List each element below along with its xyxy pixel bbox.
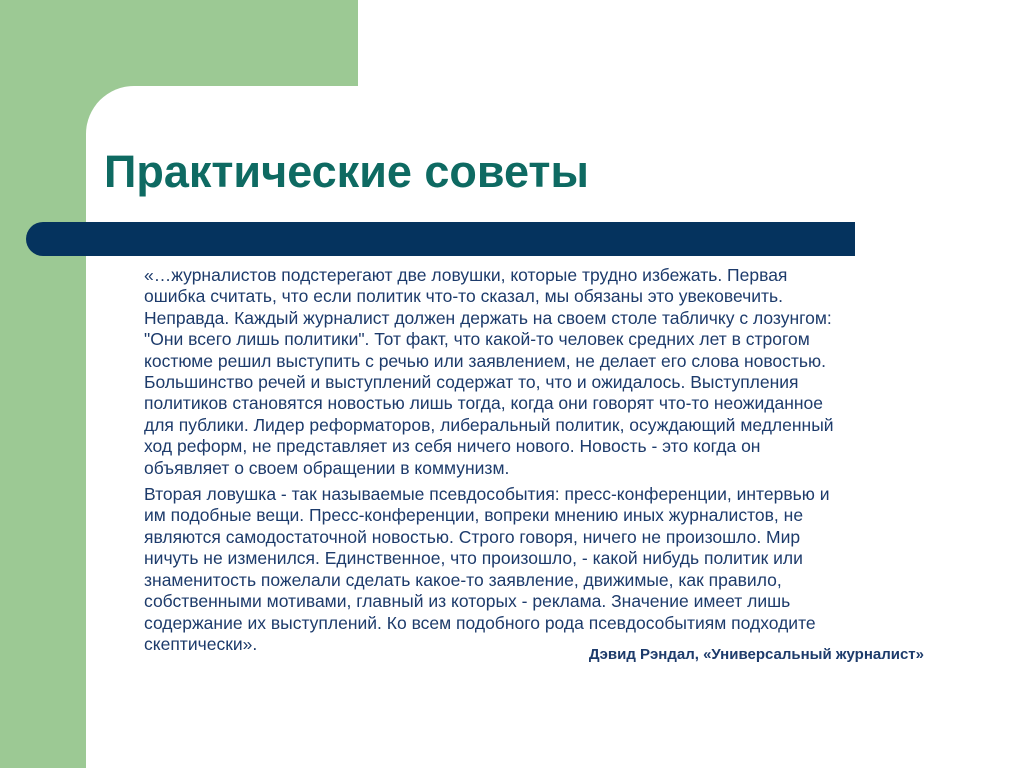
quote-line: являются самодостаточной новостью. Строго говоря, ничего не произошло. Мир — [144, 526, 801, 547]
quote-line: Большинство речей и выступлений содержат то, что и ожидалось. Выступления — [144, 372, 799, 393]
quote-line: скептически». — [144, 633, 258, 654]
quote-paragraph-1 — [144, 265, 944, 479]
quote-line: для публики. Лидер реформаторов, либеральный политик, осуждающий медленный — [144, 414, 834, 435]
quote-body — [144, 265, 944, 655]
quote-attribution: Дэвид Рэндал, «Универсальный журналист» — [588, 646, 924, 663]
quote-line: «…журналистов подстерегают две ловушки, которые трудно избежать. Первая — [144, 265, 788, 285]
quote-paragraph-2 — [144, 484, 944, 655]
quote-line: объявляет о своем обращении в коммунизм. — [144, 457, 510, 478]
quote-line: костюме решил выступить с речью или заявлением, не делает его слова новостью. — [144, 350, 827, 371]
quote-line: собственными мотивами, главный из которых - реклама. Значение имеет лишь — [144, 591, 791, 612]
title-underline-bar — [26, 222, 855, 256]
quote-line: ошибка считать, что если политик что-то сказал, мы обязаны это увековечить. — [144, 286, 784, 307]
quote-line: ход реформ, не представляет из себя ничего нового. Новость - это когда он — [144, 436, 761, 457]
quote-line: знаменитость пожелали сделать какое-то заявление, движимые, как правило, — [144, 569, 782, 590]
quote-line: политиков становятся новостью лишь тогда, когда они говорят что-то неожиданное — [144, 393, 823, 414]
quote-line: "Они всего лишь политики". Тот факт, что какой-то человек средних лет в строгом — [144, 329, 810, 350]
quote-line: Неправда. Каждый журналист должен держать на своем столе табличку с лозунгом: — [144, 307, 832, 328]
quote-line: ничуть не изменился. Единственное, что произошло, - какой нибудь политик или — [144, 548, 803, 569]
quote-line: содержание их выступлений. Ко всем подобного рода псевдособытиям подходите — [144, 612, 816, 633]
slide-title: Практические советы — [104, 146, 589, 197]
quote-line: Вторая ловушка - так называемые псевдособытия: пресс-конференции, интервью и — [144, 484, 830, 505]
quote-line: им подобные вещи. Пресс-конференции, вопреки мнению иных журналистов, не — [144, 505, 804, 526]
